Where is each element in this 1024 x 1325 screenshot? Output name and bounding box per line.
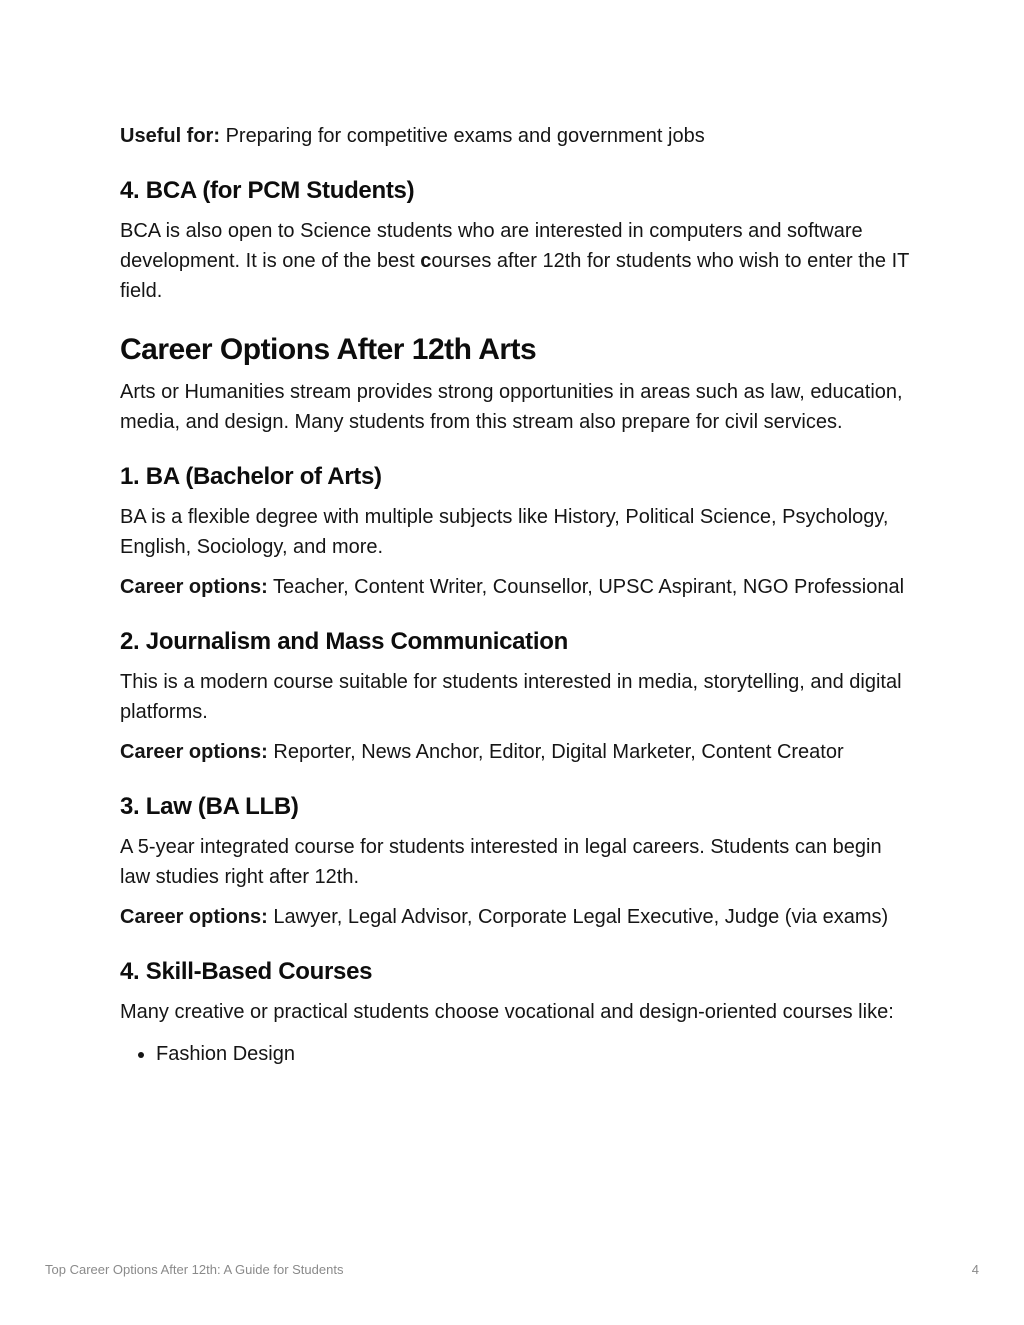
- career-options-label: Career options:: [120, 741, 268, 763]
- course-description-skill-based: Many creative or practical students choose vocational and design-oriented courses like:: [120, 1001, 894, 1023]
- career-options-label: Career options:: [120, 906, 268, 928]
- course-description-ba: BA is a flexible degree with multiple subjects like History, Political Science, Psychology, English, Sociology, and more.: [120, 506, 889, 558]
- career-options-text: Teacher, Content Writer, Counsellor, UPSC Aspirant, NGO Professional: [273, 576, 905, 598]
- career-options-text: Reporter, News Anchor, Editor, Digital Marketer, Content Creator: [273, 741, 844, 763]
- useful-for-text: Preparing for competitive exams and government jobs: [225, 125, 705, 147]
- page-number: 4: [971, 1262, 979, 1277]
- course-description-law: A 5-year integrated course for students interested in legal careers. Students can begin law studies right after 12th.: [120, 836, 882, 888]
- arts-intro: Arts or Humanities stream provides strong opportunities in areas such as law, education, media, and design. Many students from this stream also prepare for civil services.: [120, 381, 903, 433]
- useful-for-label: Useful for:: [120, 125, 220, 147]
- footer-title: Top Career Options After 12th: A Guide for Students: [45, 1262, 344, 1277]
- document-page: [120, 120, 910, 1069]
- bca-text-after: ourses after 12th for students who wish to enter the IT field.: [120, 250, 909, 302]
- course-heading-law: 3. Law (BA LLB): [120, 793, 299, 820]
- list-item: • Fashion Design: [156, 1039, 910, 1069]
- career-options-journalism: [120, 737, 910, 767]
- course-heading-skill-based: 4. Skill-Based Courses: [120, 958, 373, 985]
- course-description-journalism: This is a modern course suitable for students interested in media, storytelling, and digital platforms.: [120, 671, 902, 723]
- bca-bold-letter: c: [420, 250, 432, 272]
- page-footer: [45, 1262, 979, 1277]
- course-heading-journalism: 2. Journalism and Mass Communication: [120, 628, 568, 655]
- bca-heading: 4. BCA (for PCM Students): [120, 177, 415, 204]
- bca-text-before: BCA is also open to Science students who are interested in computers and software development. It is one of the best: [120, 220, 863, 272]
- skill-course-list: [120, 1039, 910, 1069]
- arts-section-heading: Career Options After 12th Arts: [120, 333, 537, 366]
- career-options-label: Career options:: [120, 576, 268, 598]
- career-options-text: Lawyer, Legal Advisor, Corporate Legal Executive, Judge (via exams): [273, 906, 889, 928]
- career-options-ba: [120, 572, 910, 602]
- useful-for-paragraph: [120, 120, 910, 152]
- course-heading-ba: 1. BA (Bachelor of Arts): [120, 463, 382, 490]
- career-options-law: [120, 902, 910, 932]
- bca-paragraph: [120, 216, 910, 306]
